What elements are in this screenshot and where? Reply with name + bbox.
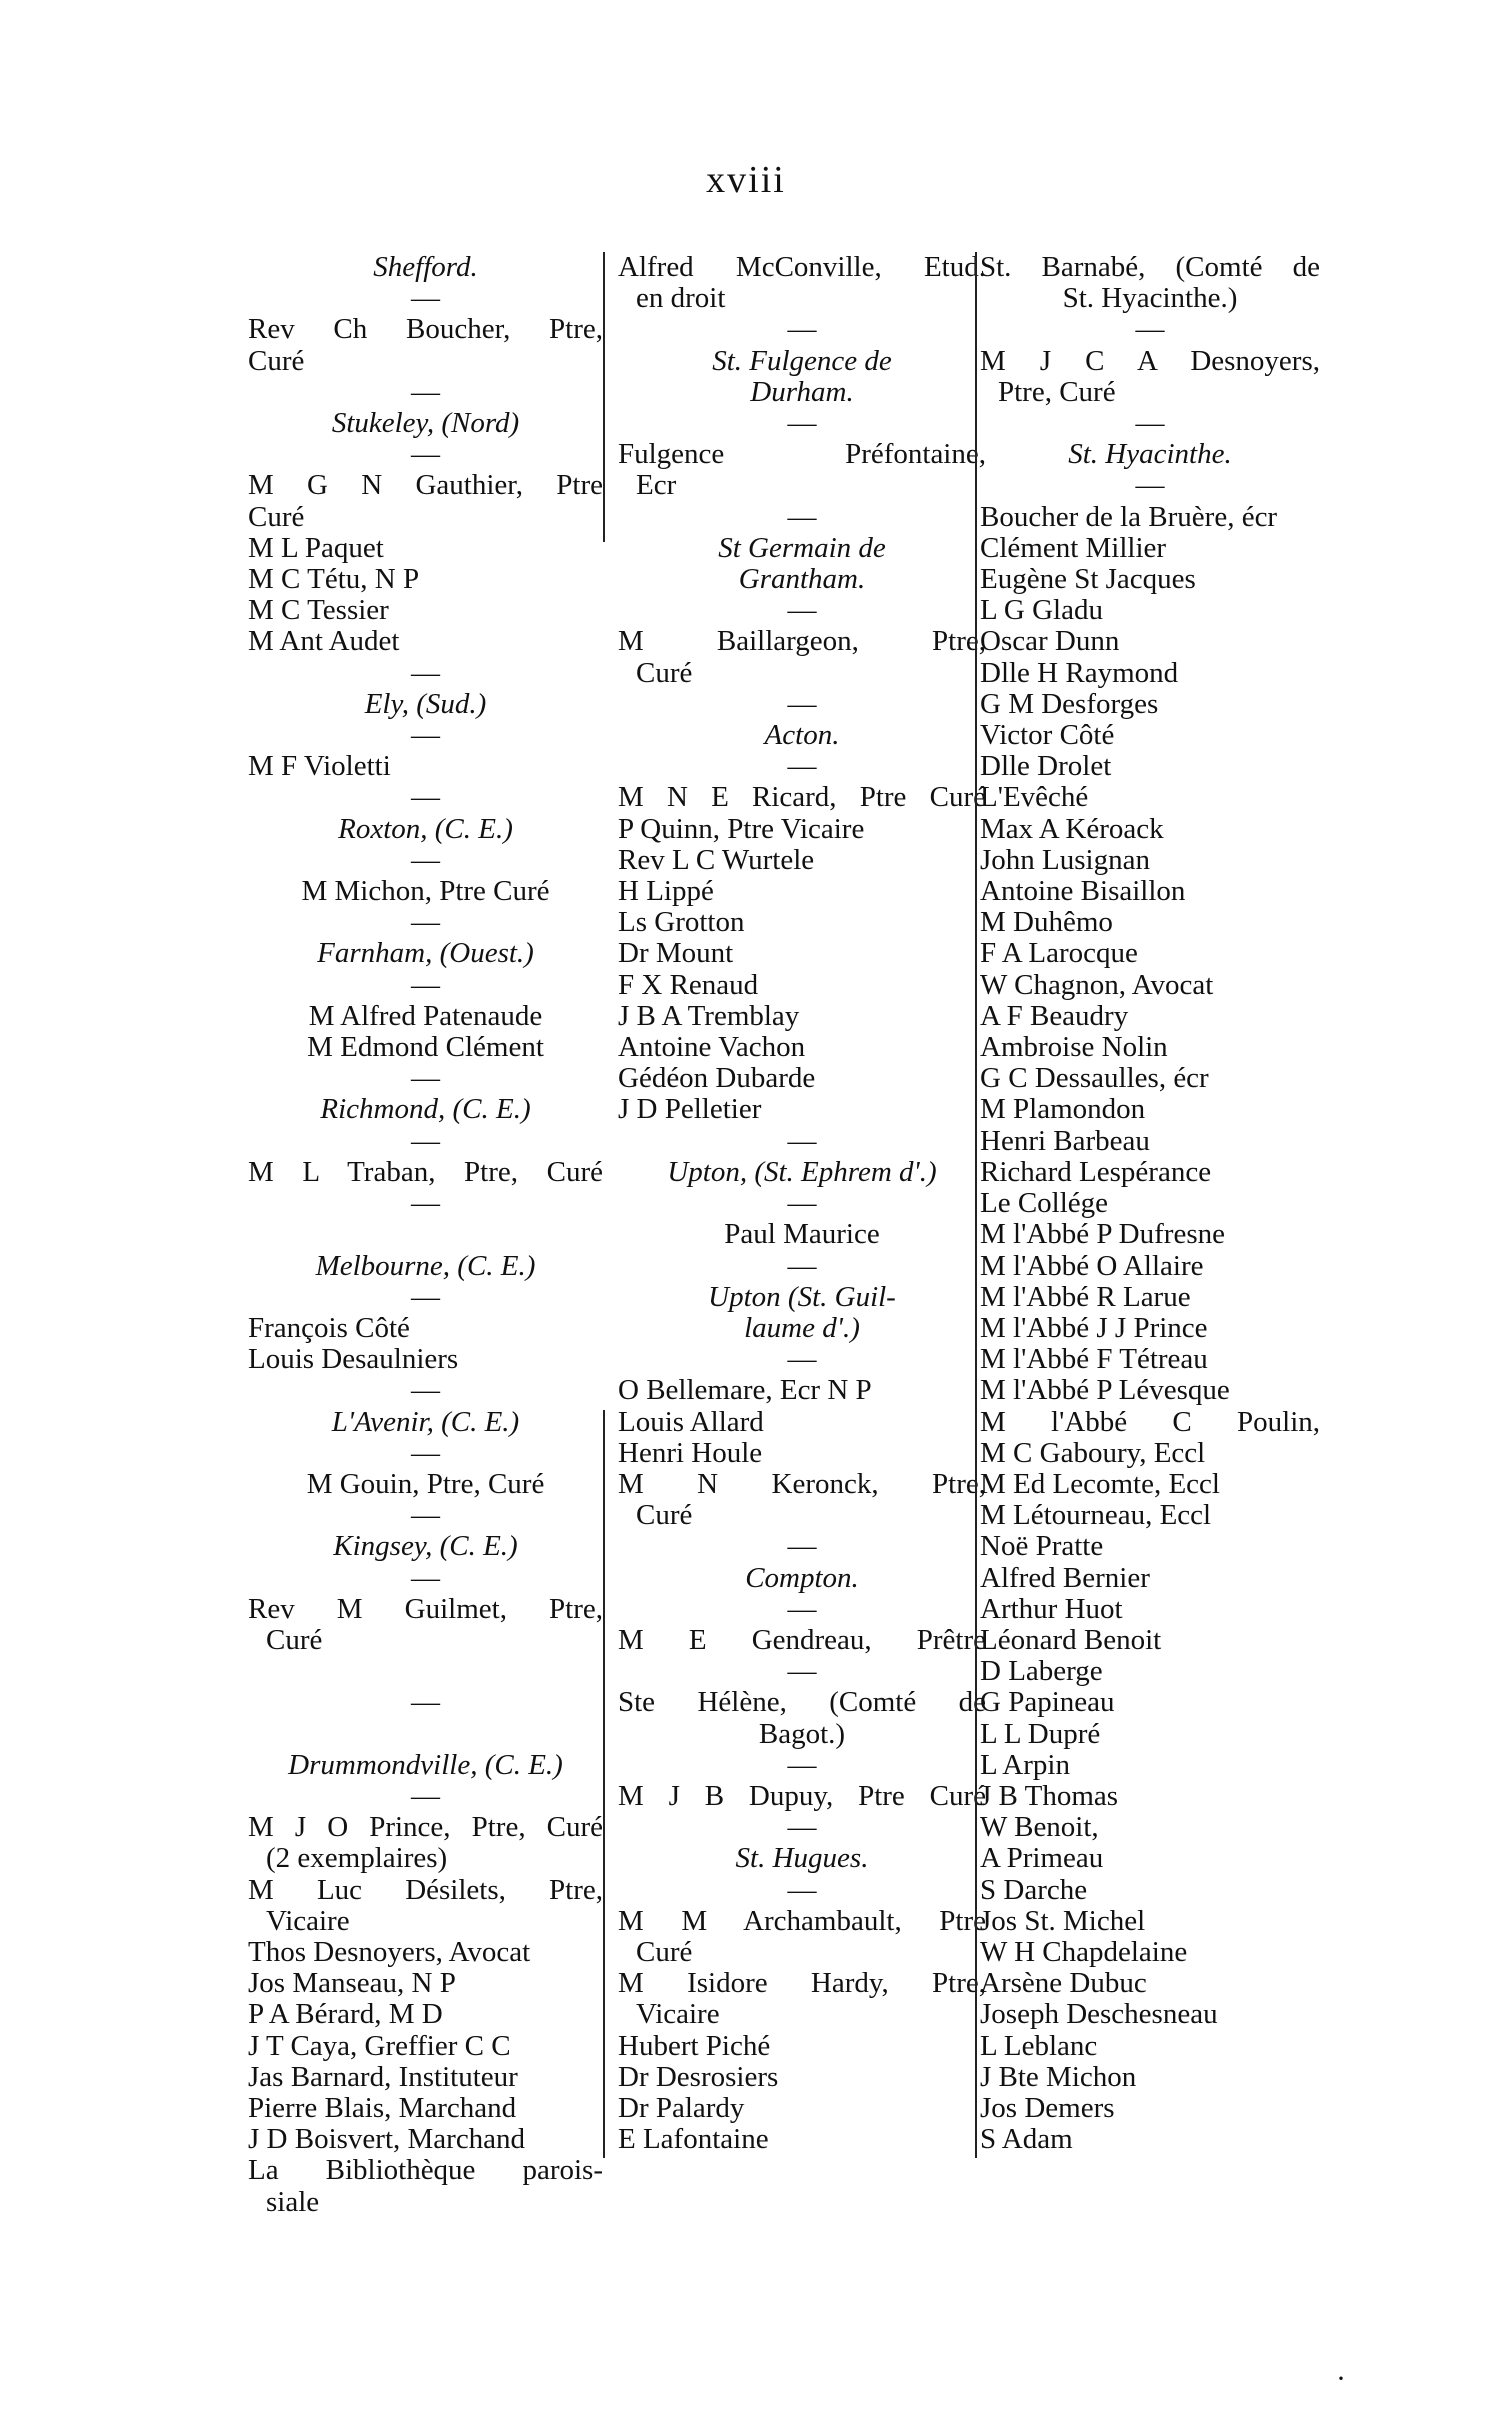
list-entry xyxy=(248,1219,603,1250)
list-entry: Joseph Deschesneau xyxy=(980,1998,1218,2031)
list-entry: J T Caya, Greffier C C xyxy=(248,2029,511,2062)
column-2 xyxy=(618,252,986,2155)
dash-separator: — xyxy=(411,1436,440,1469)
list-entry: Léonard Benoit xyxy=(980,1623,1162,1656)
list-entry: M Isidore Hardy, Ptre, xyxy=(618,1967,986,2000)
list-entry: Dr Mount xyxy=(618,937,734,970)
list-entry: Bagot.) xyxy=(758,1717,846,1750)
dash-separator: — xyxy=(787,1530,817,1563)
list-entry: Rev Ch Boucher, Ptre, xyxy=(248,313,603,346)
list-entry: P A Bérard, M D xyxy=(248,1998,443,2031)
list-entry: Vicaire xyxy=(266,1904,350,1937)
list-entry: M M Archambault, Ptre xyxy=(618,1904,986,1937)
list-entry: M Luc Désilets, Ptre, xyxy=(248,1873,603,1906)
list-entry: J D Pelletier xyxy=(618,1093,762,1126)
list-entry: W H Chapdelaine xyxy=(980,1935,1188,1968)
place-heading: Compton. xyxy=(745,1561,859,1594)
column-divider xyxy=(975,252,977,2158)
list-entry: P Quinn, Ptre Vicaire xyxy=(618,812,865,845)
list-entry: L Arpin xyxy=(980,1748,1070,1781)
place-heading: Richmond, (C. E.) xyxy=(320,1093,531,1126)
list-entry: Jos Demers xyxy=(980,2091,1115,2124)
list-entry: M Létourneau, Eccl xyxy=(980,1499,1212,1532)
dash-separator: — xyxy=(411,781,440,814)
list-entry: St. Hyacinthe.) xyxy=(1062,282,1238,315)
place-heading: laume d'.) xyxy=(744,1311,860,1344)
column-3 xyxy=(980,252,1320,2155)
list-entry: Ecr xyxy=(636,469,677,502)
list-entry: A F Beaudry xyxy=(980,999,1129,1032)
list-entry: G Papineau xyxy=(980,1686,1115,1719)
place-heading: Kingsey, (C. E.) xyxy=(333,1530,518,1563)
dash-separator: — xyxy=(411,1187,440,1220)
list-entry: Dr Palardy xyxy=(618,2091,745,2124)
dash-separator: — xyxy=(787,1249,817,1282)
list-entry: W Benoit, xyxy=(980,1811,1099,1844)
list-entry: S Adam xyxy=(980,2123,1073,2156)
dash-separator: — xyxy=(411,1062,440,1095)
list-entry: Dlle Drolet xyxy=(980,750,1112,783)
dash-separator: — xyxy=(411,375,440,408)
dash-separator: — xyxy=(787,1187,817,1220)
column-divider xyxy=(603,252,605,542)
list-entry: M l'Abbé O Allaire xyxy=(980,1249,1204,1282)
list-entry: Arsène Dubuc xyxy=(980,1967,1147,2000)
list-entry: M l'Abbé P Lévesque xyxy=(980,1374,1230,1407)
list-entry: W Chagnon, Avocat xyxy=(980,968,1214,1001)
place-heading: Ely, (Sud.) xyxy=(364,687,487,720)
list-entry: Henri Houle xyxy=(618,1436,763,1469)
dash-separator: — xyxy=(787,750,817,783)
list-entry: Curé xyxy=(266,1623,323,1656)
dash-separator: — xyxy=(787,407,817,440)
list-entry: M Alfred Patenaude xyxy=(308,999,543,1032)
list-entry: Ste Hélène, (Comté de xyxy=(618,1686,986,1719)
list-entry: Ls Grotton xyxy=(618,906,745,939)
list-entry: Alfred Bernier xyxy=(980,1561,1150,1594)
list-entry: Vicaire xyxy=(636,1998,720,2031)
list-entry: M l'Abbé J J Prince xyxy=(980,1311,1208,1344)
list-entry: D Laberge xyxy=(980,1655,1103,1688)
list-entry: Paul Maurice xyxy=(724,1218,880,1251)
list-entry: (2 exemplaires) xyxy=(266,1842,448,1875)
list-entry: M Plamondon xyxy=(980,1093,1146,1126)
list-entry: Curé xyxy=(636,1499,693,1532)
list-entry: Ptre, Curé xyxy=(998,375,1116,408)
list-entry: M N E Ricard, Ptre Curé xyxy=(618,781,986,814)
list-entry: Dr Desrosiers xyxy=(618,2060,779,2093)
list-entry: M J O Prince, Ptre, Curé xyxy=(248,1811,603,1844)
list-entry: Victor Côté xyxy=(980,719,1115,752)
list-entry: Louis Desaulniers xyxy=(248,1343,459,1376)
list-entry: M N Keronck, Ptre, xyxy=(618,1467,986,1500)
list-entry: M Baillargeon, Ptre, xyxy=(618,625,986,658)
list-entry: L G Gladu xyxy=(980,594,1103,627)
list-entry: S Darche xyxy=(980,1873,1088,1906)
list-entry: F X Renaud xyxy=(618,968,759,1001)
dash-separator: — xyxy=(411,1499,440,1532)
list-entry: Antoine Bisaillon xyxy=(980,875,1186,908)
list-entry: M F Violetti xyxy=(248,750,391,783)
column-1 xyxy=(248,252,603,2218)
list-entry: M G N Gauthier, Ptre xyxy=(248,469,603,502)
dash-separator: — xyxy=(411,1561,440,1594)
list-entry: en droit xyxy=(636,282,726,315)
dash-separator: — xyxy=(787,1592,817,1625)
list-entry: Ambroise Nolin xyxy=(980,1031,1168,1064)
place-heading: Upton, (St. Ephrem d'.) xyxy=(667,1155,937,1188)
dash-separator: — xyxy=(411,968,440,1001)
list-entry: Clément Millier xyxy=(980,531,1167,564)
dash-separator: — xyxy=(787,1748,817,1781)
dash-separator: — xyxy=(787,1873,817,1906)
dash-separator: — xyxy=(411,1374,440,1407)
place-heading: Drummondville, (C. E.) xyxy=(288,1748,563,1781)
dash-separator: — xyxy=(411,282,440,315)
list-entry: M l'Abbé R Larue xyxy=(980,1280,1191,1313)
list-entry: Antoine Vachon xyxy=(618,1031,806,1064)
list-entry: M Ed Lecomte, Eccl xyxy=(980,1467,1220,1500)
list-entry xyxy=(248,1656,603,1687)
dash-separator: — xyxy=(787,1124,817,1157)
list-entry: St. Barnabé, (Comté de xyxy=(980,251,1320,283)
list-entry: Hubert Piché xyxy=(618,2029,771,2062)
list-entry: F A Larocque xyxy=(980,937,1138,970)
list-entry: G C Dessaulles, écr xyxy=(980,1062,1209,1095)
dash-separator: — xyxy=(787,1811,817,1844)
list-entry xyxy=(248,1719,603,1750)
list-entry: H Lippé xyxy=(618,875,714,908)
dash-separator: — xyxy=(411,843,440,876)
dash-separator: — xyxy=(787,1343,817,1376)
dash-separator: — xyxy=(1135,313,1165,346)
dash-separator: — xyxy=(411,1779,440,1812)
place-heading: Roxton, (C. E.) xyxy=(338,812,513,845)
place-heading: St. Hyacinthe. xyxy=(1068,438,1232,471)
list-entry: Rev M Guilmet, Ptre, xyxy=(248,1592,603,1625)
speck-mark: · xyxy=(1336,2362,1346,2395)
list-entry: J B Thomas xyxy=(980,1779,1119,1812)
list-entry: Curé xyxy=(636,1935,693,1968)
list-entry: Jos Manseau, N P xyxy=(248,1967,456,2000)
place-heading: St Germain de xyxy=(718,531,886,564)
list-entry: Alfred McConville, Etud. xyxy=(618,251,986,283)
list-entry: Boucher de la Bruère, écr xyxy=(980,500,1278,533)
list-entry: M Gouin, Ptre, Curé xyxy=(306,1467,545,1500)
list-entry: Louis Allard xyxy=(618,1405,764,1438)
dash-separator: — xyxy=(787,313,817,346)
list-entry: Eugène St Jacques xyxy=(980,563,1196,596)
list-entry: L Leblanc xyxy=(980,2029,1098,2062)
place-heading: Stukeley, (Nord) xyxy=(331,407,520,440)
list-entry: M l'Abbé P Dufresne xyxy=(980,1218,1225,1251)
dash-separator: — xyxy=(411,1280,440,1313)
list-entry: J D Boisvert, Marchand xyxy=(248,2123,526,2156)
list-entry: O Bellemare, Ecr N P xyxy=(618,1374,872,1407)
list-entry: Curé xyxy=(248,500,305,533)
place-heading: Melbourne, (C. E.) xyxy=(315,1249,536,1282)
dash-separator: — xyxy=(1135,469,1165,502)
dash-separator: — xyxy=(787,500,817,533)
place-heading: L'Avenir, (C. E.) xyxy=(331,1405,520,1438)
list-entry: M L Paquet xyxy=(248,531,384,564)
list-entry: Thos Desnoyers, Avocat xyxy=(248,1935,531,1968)
list-entry: M l'Abbé F Tétreau xyxy=(980,1343,1208,1376)
dash-separator: — xyxy=(411,656,440,689)
list-entry: M Duhêmo xyxy=(980,906,1113,939)
list-entry: Le Collége xyxy=(980,1187,1109,1220)
place-heading: Grantham. xyxy=(738,563,866,596)
list-entry: G M Desforges xyxy=(980,687,1159,720)
list-entry: M l'Abbé C Poulin, xyxy=(980,1405,1320,1438)
list-entry: Henri Barbeau xyxy=(980,1124,1150,1157)
list-entry: Jas Barnard, Instituteur xyxy=(248,2060,518,2093)
place-heading: Upton (St. Guil- xyxy=(708,1280,896,1313)
list-entry: François Côté xyxy=(248,1311,410,1344)
list-entry: L'Evêché xyxy=(980,781,1089,814)
place-heading: Shefford. xyxy=(373,251,478,283)
list-entry: M Edmond Clément xyxy=(307,1031,544,1064)
list-entry: M C Gaboury, Eccl xyxy=(980,1436,1206,1469)
list-entry: La Bibliothèque parois- xyxy=(248,2154,603,2187)
dash-separator: — xyxy=(411,719,440,752)
list-entry: M J C A Desnoyers, xyxy=(980,344,1320,377)
list-entry: M C Tessier xyxy=(248,594,389,627)
list-entry: Max A Kéroack xyxy=(980,812,1164,845)
page-number: xviii xyxy=(706,159,786,201)
list-entry: M Michon, Ptre Curé xyxy=(301,875,550,908)
list-entry: Curé xyxy=(636,656,693,689)
list-entry: Noë Pratte xyxy=(980,1530,1104,1563)
list-entry: J Bte Michon xyxy=(980,2060,1137,2093)
dash-separator: — xyxy=(411,1124,440,1157)
list-entry: M L Traban, Ptre, Curé xyxy=(248,1155,603,1188)
dash-separator: — xyxy=(787,687,817,720)
list-entry: J B A Tremblay xyxy=(618,999,800,1032)
list-entry: L L Dupré xyxy=(980,1717,1101,1750)
place-heading: Acton. xyxy=(764,719,840,752)
dash-separator: — xyxy=(787,594,817,627)
dash-separator: — xyxy=(411,1686,440,1719)
list-entry: Dlle H Raymond xyxy=(980,656,1179,689)
list-entry: John Lusignan xyxy=(980,843,1150,876)
column-divider xyxy=(603,1410,605,2158)
list-entry: Oscar Dunn xyxy=(980,625,1120,658)
list-entry: M Ant Audet xyxy=(248,625,400,658)
dash-separator: — xyxy=(1135,407,1165,440)
list-entry: M E Gendreau, Prêtre xyxy=(618,1623,986,1656)
list-entry: Gédéon Dubarde xyxy=(618,1062,816,1095)
list-entry: Pierre Blais, Marchand xyxy=(248,2091,517,2124)
list-entry: Curé xyxy=(248,344,305,377)
list-entry: Fulgence Préfontaine, xyxy=(618,438,986,471)
list-entry: M C Tétu, N P xyxy=(248,563,420,596)
list-entry: siale xyxy=(266,2185,320,2218)
dash-separator: — xyxy=(411,906,440,939)
list-entry: A Primeau xyxy=(980,1842,1104,1875)
list-entry: Richard Lespérance xyxy=(980,1155,1212,1188)
dash-separator: — xyxy=(411,438,440,471)
place-heading: St. Fulgence de xyxy=(712,344,892,377)
list-entry: Rev L C Wurtele xyxy=(618,843,815,876)
list-entry: M J B Dupuy, Ptre Curé xyxy=(618,1779,986,1812)
place-heading: St. Hugues. xyxy=(735,1842,869,1875)
place-heading: Farnham, (Ouest.) xyxy=(317,937,534,970)
dash-separator: — xyxy=(787,1655,817,1688)
list-entry: Arthur Huot xyxy=(980,1592,1123,1625)
list-entry: E Lafontaine xyxy=(618,2123,769,2156)
place-heading: Durham. xyxy=(750,375,854,408)
list-entry: Jos St. Michel xyxy=(980,1904,1146,1937)
